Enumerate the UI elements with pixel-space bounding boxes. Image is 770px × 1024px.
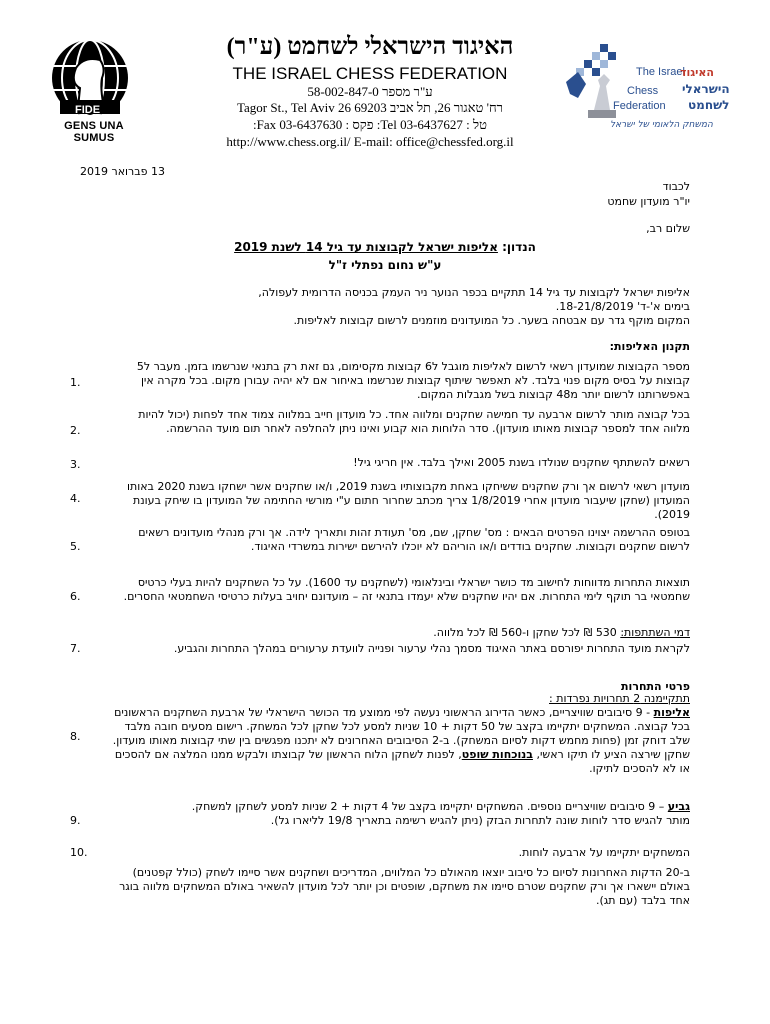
fee-text: 530 ₪ לכל שחקן ו-560 ₪ לכל מלווה. xyxy=(433,626,617,639)
final-paragraph: ב-20 הדקות האחרונות לסיום כל סיבוב יוצאו מהאולם כל המלווים, המדריכים ושחקנים אשר סיימו לשחק (כולל קפטנים) באולם יישארו אך ורק שחקנים שטרם סיימו את משחקם, שופטים וכן יותר לכל מועדון להשאיר באולם המשחקים מלווה בוגר אחד בלבד (עם תג). xyxy=(119,866,690,907)
intro-line1: אליפות ישראל לקבוצות עד גיל 14 תתקיים בכפר הנוער ניר העמק בכניסה הדרומית לעפולה, xyxy=(258,286,690,299)
rule-item-5 xyxy=(70,526,690,554)
cup-text: – 9 סיבובים שוויצריים נוספים. המשחקים יתקיימו בקצב של 4 דקות + 2 שניות למסע לשחקן למשחק. xyxy=(191,800,668,813)
rules-title: תקנון האליפות: xyxy=(609,340,690,353)
rule-text: המשחקים יתקיימו על ארבעה לוחות. xyxy=(518,846,690,859)
cup-label: גביע xyxy=(667,800,690,813)
rule-item-4 xyxy=(70,480,690,522)
participation-fee xyxy=(110,626,690,640)
draw-offer-text-a: שחקן שירצה הציע לו תיקו ראשי, xyxy=(532,748,690,761)
rule-text: מועדון רשאי לרשום אך ורק שחקנים ששיחקו באחת מקבוצותיו בשנת 2019, ו/או שחקנים אשר ישחקו בשנת 2020 באותו המועדון (שחקן שיעבור מועדון אחרי 1/8/2019 צריך מכתב שחרור חתום ע"י מורשי החתימה של המועדון בו שיחק בעונת 2019). xyxy=(126,480,690,521)
subject-dedication: ע"ש נחום נפתלי ז"ל xyxy=(328,258,442,272)
logo-en-line2: Chess xyxy=(627,85,659,97)
rule-item-6 xyxy=(70,576,690,604)
draw-offer-text-b: , לפנות לשחקן הלוח הראשון של קבוצתו ולבקש ממנו המלצה אם להסכים או לא להסכים לתיקו. xyxy=(114,748,690,775)
rule-number: 1. xyxy=(70,376,81,389)
details-title: פרטי התחרות xyxy=(621,680,690,693)
logo-tagline: המשחק הלאומי של ישראל xyxy=(610,120,713,130)
rule-text: תוצאות התחרות מדווחות לחישוב מד כושר ישראלי ובינלאומי (לשחקנים עד 1600). על כל השחקנים להיות בעלי כרטיס שחמטאי בר תוקף לימי התחרות. אם יהיו שחקנים שלא יעמדו בתנאי זה – מועדונם יחויב בעלות כרטיסי השחמטאי החסרים. xyxy=(123,576,690,603)
championship-text: - 9 סיבובים שוויצריים, כאשר הדירוג הראשוני נעשה לפי ממוצע מד הכושר הישראלי של ארבעת השחקנים הראשונים בכל קבוצה. המשחקים יתקיימו בקצב של 50 דקות + 10 שניות למסע לכל שחקן לכל המשחק. רישום מסעים חובה מלבד שלב דוחק זמן (פחות מחמש דקות לסיום המשחק). ב-2 הסיבובים האחרונים לא יתכנו מפגשים בין שתי קבוצות מאותו מועדון. xyxy=(112,706,690,747)
logo-he-line3: לשחמט xyxy=(688,98,730,112)
fide-motto: GENS UNA SUMUS xyxy=(64,120,124,144)
logo-en-line1: The Israel xyxy=(636,66,685,78)
registration-number: ע"ר מספר 58-002-847-0 xyxy=(307,84,433,99)
rule-text xyxy=(108,800,690,828)
subject-text: אליפות ישראל לקבוצות עד גיל 14 לשנת 2019 xyxy=(234,240,498,254)
rule-text: מספר הקבוצות שמועדון רשאי לרשום לאליפות מוגבל ל6 קבוצות מקסימום, גם זאת רק בתנאי שנרשמו בזמן. מעבר ל5 קבוצות על בסיס מקום פנוי בלבד. לא תאפשר שיתוף קבוצות שנרשמו באיחור אם לא יהיה עבורן מקום. בכל מקרה אין באפשרותנו לרשום יותר מ48 קבוצות בשל מגבלות המקום. xyxy=(136,360,690,401)
rule-number: 2. xyxy=(70,424,81,437)
phone-fax: טל : 03-6437627 Tel: פקס : 03-6437630 Fax: xyxy=(253,117,487,132)
logo-he-line2: הישראלי xyxy=(682,82,730,96)
rule-text: רשאים להשתתף שחקנים שנולדו בשנת 2005 ואילך בלבד. אין חריגי גיל! xyxy=(353,456,690,469)
rule-number: 6. xyxy=(70,590,81,603)
subject-line xyxy=(80,240,690,254)
rule-item-9 xyxy=(70,800,690,828)
rule-text: בטופס ההרשמה יצוינו הפרטים הבאים : מס' שחקן, שם, מס' תעודת זהות ותאריך לידה. אך ורק מנהלי מועדונים רשאים לרשום שחקנים וקבוצות. שחקנים בודדים ו/או הוריהם לא יוכלו להירשם ישירות במשרדי האיגוד. xyxy=(138,526,690,553)
rule-number: 7. xyxy=(70,642,81,655)
rule-item-3 xyxy=(70,456,690,470)
rule-item-8 xyxy=(70,706,690,776)
rule-item-7 xyxy=(70,642,690,656)
intro-line2: בימים א'-ד' 18-21/8/2019. xyxy=(555,300,690,313)
rule-number: 8. xyxy=(70,730,81,743)
rule-number: 4. xyxy=(70,492,81,505)
rule-number: 3. xyxy=(70,458,81,471)
rule-number: 9. xyxy=(70,814,81,827)
rule-text: לקראת מועד התחרות יפורסם באתר האיגוד מסמך נהלי ערעור ופנייה לוועדת ערעורים במהלך התחרות והגביע. xyxy=(173,642,690,655)
subject-prefix: הנדון: xyxy=(502,240,536,254)
rule-text xyxy=(108,706,690,776)
draw-offer-text xyxy=(108,748,690,776)
rule-text: בכל קבוצה מותר לרשום ארבעה עד חמישה שחקנים ומלווה אחד. כל מועדון חייב במלווה צמוד אחד לפחות (יכול להיות מלווה אחד למספר קבוצות מאותו מועדון). סדר הלוחות הוא קבוע ואינו ניתן להחלפה לאחר תום מועד ההרשמה. xyxy=(138,408,690,435)
rule-item-2 xyxy=(70,408,690,436)
letter-date: 13 פברואר 2019 xyxy=(80,165,165,178)
referee-presence-label: בנוכחות שופט xyxy=(461,748,533,761)
rule-number: 5. xyxy=(70,540,81,553)
cup-text2: מותר להגיש סדר לוחות שונה לתחרות הבזק (ניתן להגיש רשימה בתאריך 19/8 לליארו גל). xyxy=(270,814,690,827)
recipient-line1: לכבוד xyxy=(662,180,690,193)
fee-label: דמי השתתפות: xyxy=(620,626,690,639)
recipient-line2: יו"ר מועדון שחמט xyxy=(607,195,690,208)
rule-number: 10. xyxy=(70,846,88,859)
address: רח' טאגור 26, תל אביב 69203 26 Tagor St., Tel Aviv xyxy=(236,100,504,115)
greeting: שלום רב, xyxy=(646,222,690,235)
web-email[interactable]: http://www.chess.org.il/ E-mail: office@chessfed.org.il xyxy=(226,134,514,149)
rule-item-10 xyxy=(70,846,690,860)
details-subtitle: תתקיימנה 2 תחרויות נפרדות : xyxy=(549,692,690,705)
rule-item-1 xyxy=(70,360,690,402)
federation-title-hebrew: האיגוד הישראלי לשחמט (ע"ר) xyxy=(226,34,514,60)
logo-en-line3: Federation xyxy=(613,100,666,112)
federation-title-english: THE ISRAEL CHESS FEDERATION xyxy=(232,64,508,83)
intro-line3: המקום מוקף גדר עם אבטחה בשער. כל המועדונים מוזמנים לרשום קבוצות לאליפות. xyxy=(293,314,690,327)
intro-paragraph xyxy=(100,286,690,328)
fide-word: FIDE xyxy=(75,104,101,116)
logo-he-line1: האיגוד xyxy=(680,66,714,79)
championship-label: אליפות xyxy=(653,706,690,719)
